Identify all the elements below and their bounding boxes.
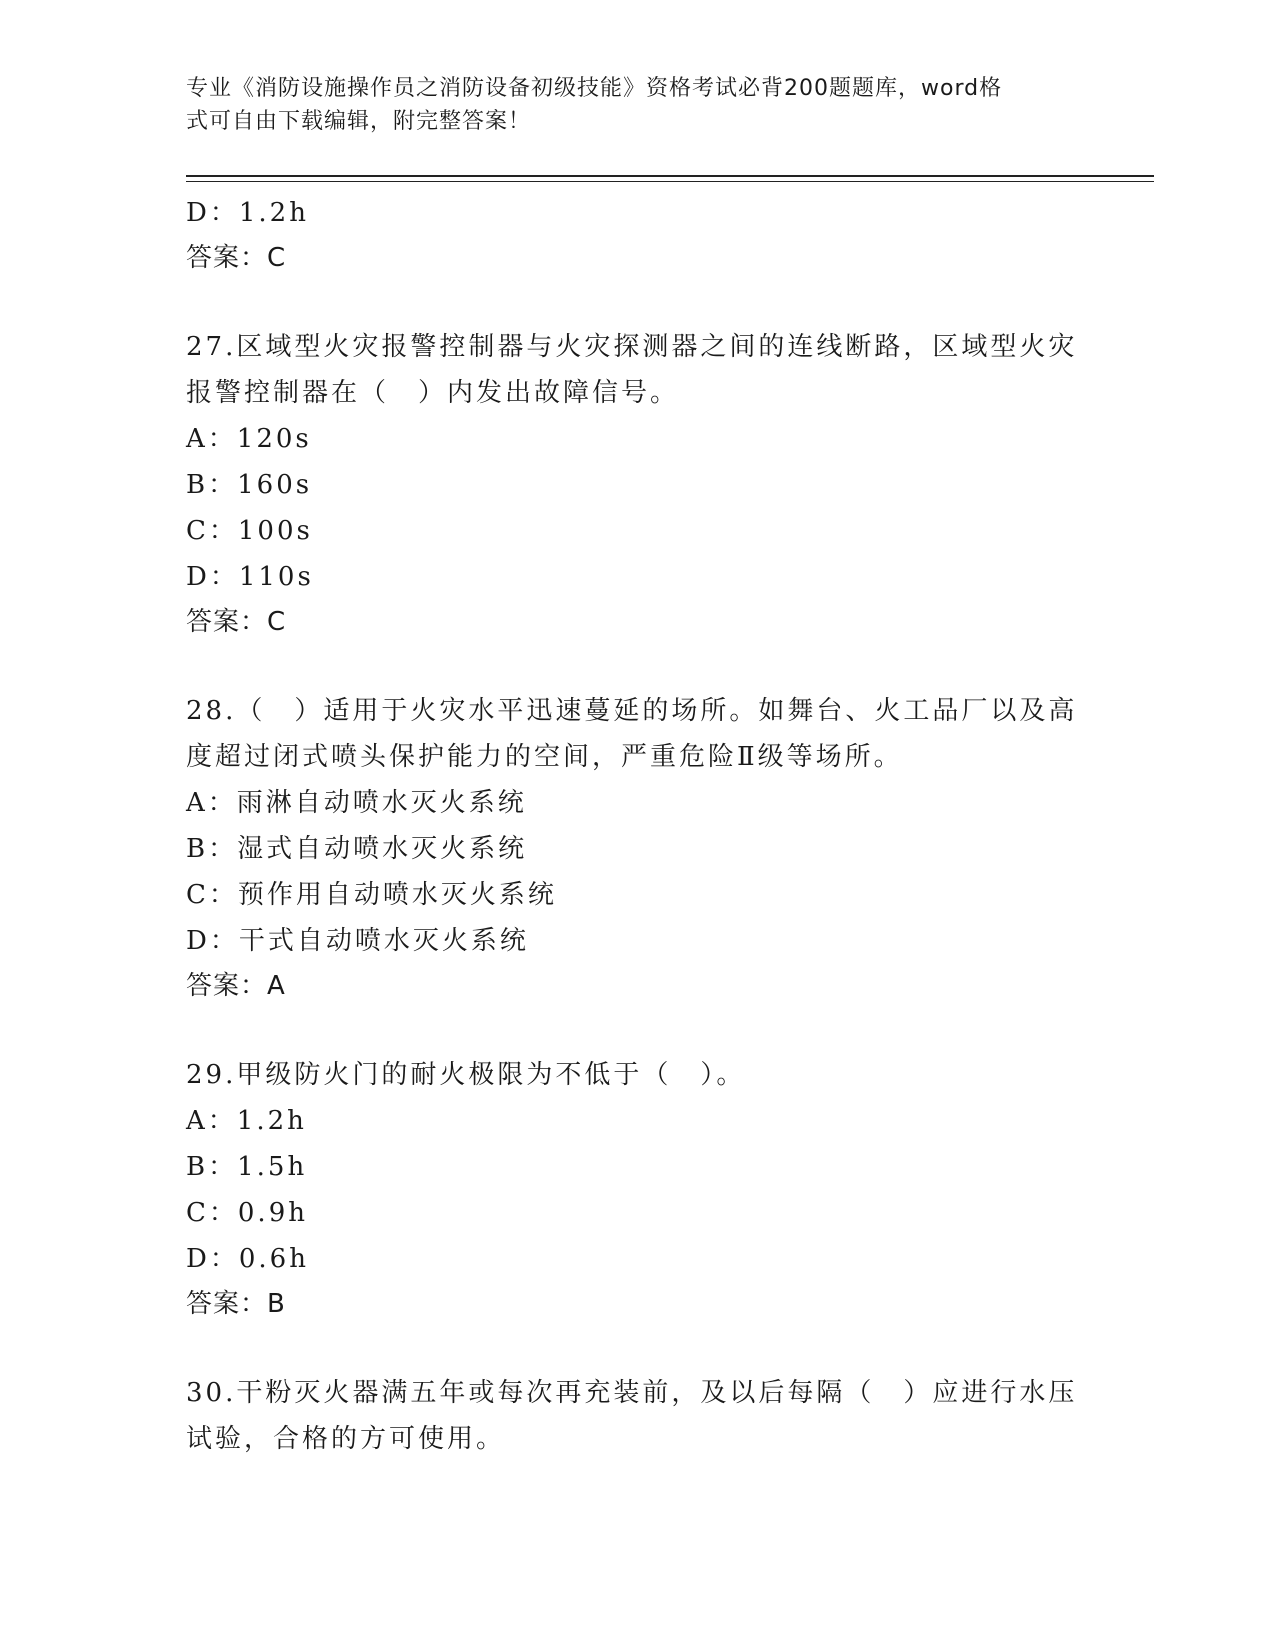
option-a: A：1.2h xyxy=(186,1106,307,1136)
option-c: C：预作用自动喷水灭火系统 xyxy=(186,880,557,910)
option-d: D：1.2h xyxy=(186,198,309,228)
spacer xyxy=(186,1008,1086,1052)
option-d: D：110s xyxy=(186,562,314,592)
spacer xyxy=(186,1326,1086,1370)
question-stem: 30.干粉灭火器满五年或每次再充装前，及以后每隔（ ）应进行水压 xyxy=(186,1378,1078,1408)
document-header xyxy=(186,72,1066,138)
option-a: A：雨淋自动喷水灭火系统 xyxy=(186,788,527,818)
answer: 答案：A xyxy=(186,971,286,1001)
option-c: C：0.9h xyxy=(186,1198,308,1228)
question-28 xyxy=(186,688,1086,1008)
header-rule-thick xyxy=(186,175,1154,177)
option-d: D：0.6h xyxy=(186,1244,309,1274)
question-stem-continued: 试验，合格的方可使用。 xyxy=(186,1424,506,1454)
question-stem: 27.区域型火灾报警控制器与火灾探测器之间的连线断路，区域型火灾 xyxy=(186,332,1078,362)
question-27 xyxy=(186,324,1086,644)
spacer xyxy=(186,280,1086,324)
option-d: D：干式自动喷水灭火系统 xyxy=(186,926,529,956)
document-body xyxy=(186,190,1086,1462)
option-b: B：湿式自动喷水灭火系统 xyxy=(186,834,528,864)
answer: 答案：B xyxy=(186,1289,286,1319)
answer: 答案：C xyxy=(186,243,287,273)
question-stem: 28.（ ）适用于火灾水平迅速蔓延的场所。如舞台、火工品厂以及高 xyxy=(186,696,1078,726)
question-stem: 29.甲级防火门的耐火极限为不低于（ ）。 xyxy=(186,1060,746,1090)
option-c: C：100s xyxy=(186,516,313,546)
question-30 xyxy=(186,1370,1086,1462)
header-line-2: 式可自由下载编辑，附完整答案！ xyxy=(186,109,532,134)
question-stem-continued: 度超过闭式喷头保护能力的空间，严重危险Ⅱ级等场所。 xyxy=(186,742,903,772)
question-stem-continued: 报警控制器在（ ）内发出故障信号。 xyxy=(186,378,680,408)
header-rule-thin xyxy=(186,181,1154,182)
partial-question xyxy=(186,190,1086,280)
option-b: B：1.5h xyxy=(186,1152,308,1182)
header-line-1: 专业《消防设施操作员之消防设备初级技能》资格考试必背200题题库，word格 xyxy=(186,76,1003,101)
option-b: B：160s xyxy=(186,470,313,500)
spacer xyxy=(186,644,1086,688)
question-29 xyxy=(186,1052,1086,1326)
answer: 答案：C xyxy=(186,607,287,637)
option-a: A：120s xyxy=(186,424,312,454)
